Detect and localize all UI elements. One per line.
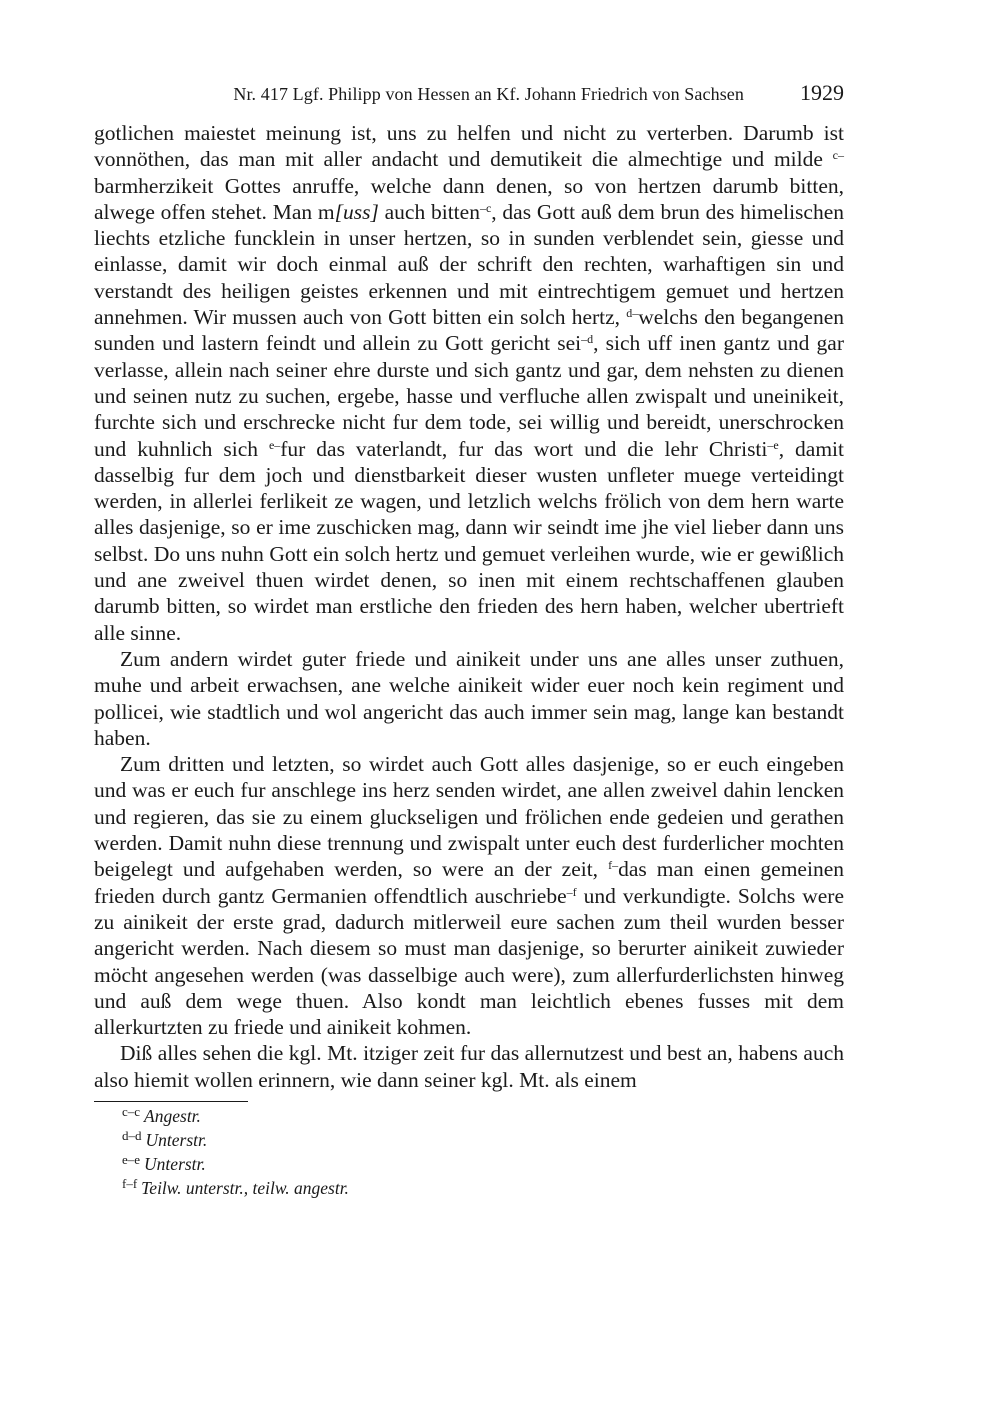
page-number: 1929 (800, 80, 844, 105)
paragraph (94, 646, 844, 751)
footnote-mark: d–d (122, 1127, 142, 1143)
footnote-marker: e– (268, 437, 281, 452)
footnote-marker: d– (626, 306, 639, 321)
footnote-text: Unterstr. (145, 1129, 208, 1150)
footnote-marker: –d (581, 332, 594, 347)
text-run: Zum andern wirdet guter friede und ainikeit under uns ane alles unser zuthuen, muhe und arbeit erwachsen, ane welche ainikeit wider euer noch kein regiment und pollicei, wie stadtlich und wol angericht das auch immer sein mag, lange kan bestandt haben. (94, 646, 844, 750)
running-title: Nr. 417 Lgf. Philipp von Hessen an Kf. Johann Friedrich von Sachsen (233, 84, 744, 104)
text-run: Zum dritten und letzten, so wirdet auch Gott alles dasjenige, so er euch eingeben und was er euch fur anschlege ins herz senden wirdet, ane allen zweivel dahin lencken und regieren, das sie zu einem gluckseligen und frölichen ende gedeien und gerathen werden. Damit nuhn diese trennung und zwispalt unter euch dest furderlicher mochten beigelegt und aufgehaben werden, so were an der zeit, (94, 752, 844, 882)
footnote-mark: f–f (122, 1175, 138, 1191)
footnote-marker: f– (608, 858, 619, 873)
paragraph (94, 751, 844, 1040)
text-run: auch bitten (378, 199, 480, 224)
footnote (94, 1152, 844, 1176)
text-run: gotlichen maiestet meinung ist, uns zu helfen und nicht zu verterben. Darumb ist vonnöthen, das man mit aller andacht und demutikeit die almechtige und milde (94, 121, 844, 172)
footnote-marker: –e (767, 437, 779, 452)
text-run: das man einen gemeinen frieden durch gantz Germanien offendtlich auschriebe (94, 857, 844, 908)
paragraph (94, 120, 844, 646)
footnote-rule (94, 1101, 248, 1102)
text-run: Diß alles sehen die kgl. Mt. itziger zeit fur das allernutzest und best an, habens auch also hiemit wollen erinnern, wie dann seiner kgl. Mt. als einem (94, 1041, 844, 1092)
footnote-mark: e–e (122, 1151, 141, 1167)
text-run: , sich uff inen gantz und gar verlasse, allein nach seiner ehre durste und sich gantz und gar, dem nehsten zu dienen und seinen nutz zu suchen, ergebe, hasse und verfluche allen zwispalt und uneinikeit, furchte sich und erschrecke nicht fur dem tode, sei willig und bereidt, unerschrocken und kuhnlich sich (94, 331, 845, 461)
text-run: , das Gott auß dem brun des himelischen liechts etzliche funcklein in unser hertzen, so in sunden verblendet sein, giesse und einlasse, damit wir doch einmal auß der schrift den rechten, warhaftigen sin und verstandt des heiligen geistes erkennen und mit eintrechtigem gemuet und hertzen annehmen. Wir mussen auch von Gott bitten ein solch hertz, (94, 199, 844, 330)
footnote (94, 1128, 844, 1152)
text-run: , damit dasselbig fur dem joch und dienstbarkeit dieser wusten unfleter muege verteidingt werden, in allerlei ferlikeit ze wagen, und letzlich welchs frölich von dem hern warte alles dasjenige, so er ime zuschicken mag, dann wir seindt ime jhe viel lieber dann uns selbst. Do uns nuhn Gott ein solch hertz und gemuet verleihen wurde, wie er gewißlich und ane zweivel thuen wirdet denen, so inen mit einem rechtschaffenen glauben darumb bitten, so wirdet man erstliche den frieden des hern haben, welcher ubertrieft alle sinne. (94, 436, 844, 645)
footnote (94, 1104, 844, 1128)
footnote-text: Teilw. unterstr., teilw. angestr. (141, 1177, 349, 1198)
footnote (94, 1176, 844, 1200)
paragraph (94, 1040, 844, 1093)
text-run: welchs den begangenen sunden und lastern feindt und allein zu Gott gericht sei (94, 305, 844, 356)
footnote-marker: –c (479, 200, 492, 215)
footnotes (94, 1104, 844, 1200)
body-text (94, 120, 844, 1093)
text-run: und verkundigte. Solchs were zu ainikeit der erste grad, dadurch mitlerweil eure sachen zum theil wurden besser angericht werden. Nach diesem so must man dasjenige, so berurter ainikeit zuwieder möcht angesehen werden (was dasselbige auch were), zum allerfurderlichsten hinweg und auß dem wege thuen. Also kondt man leichtlich ebenes fusses mit dem allerkurtzten zu friede und ainikeit kohmen. (94, 883, 844, 1040)
text-run: barmherzikeit Gottes anruffe, welche dann denen, so von hertzen darumb bitten, alwege offen stehet. Man m (94, 173, 844, 224)
document-page (94, 80, 844, 1200)
footnote-mark: c–c (122, 1103, 141, 1119)
running-header (94, 80, 844, 110)
footnote-text: Angestr. (144, 1105, 201, 1126)
text-run: fur das vaterlandt, fur das wort und die lehr Christi (280, 436, 768, 461)
footnote-marker: –f (566, 884, 577, 899)
footnote-text: Unterstr. (144, 1153, 206, 1174)
footnote-marker: c– (832, 148, 844, 163)
editorial-insertion: [uss] (334, 199, 379, 224)
